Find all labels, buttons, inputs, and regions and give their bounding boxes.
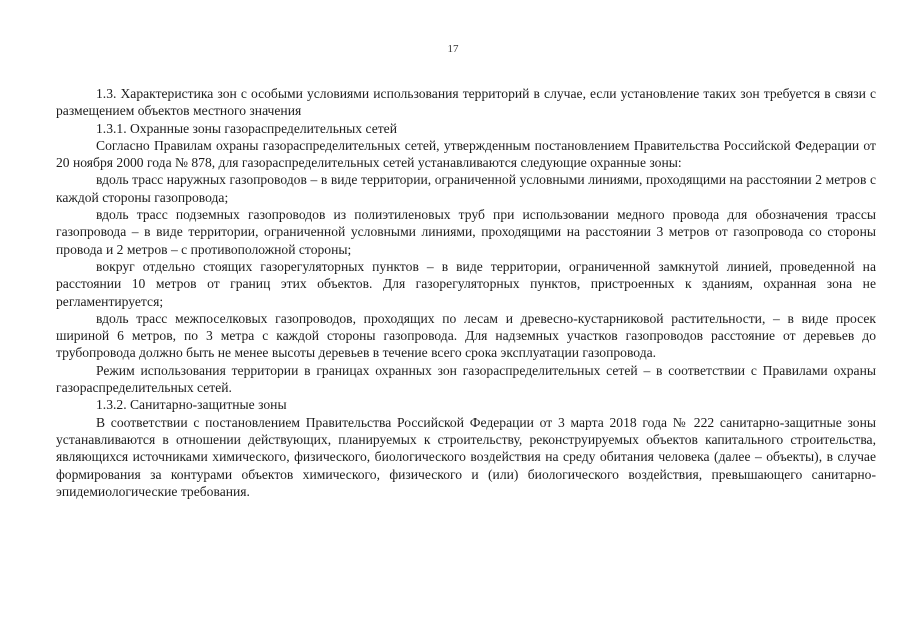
document-body: [56, 85, 876, 500]
paragraph-underground-pipelines: вдоль трасс подземных газопроводов из полиэтиленовых труб при использовании медного провода для обозначения трассы газопровода – в виде территории, ограниченной условными линиями, проходящими на расстоянии 3 метров от газопровода со стороны провода и 2 метров – с противоположной стороны;: [56, 207, 876, 257]
subsection-heading-1-3-2: 1.3.2. Санитарно-защитные зоны: [96, 397, 287, 413]
subsection-heading-1-3-1: 1.3.1. Охранные зоны газораспределительных сетей: [96, 120, 397, 136]
paragraph-sanitary-zones: В соответствии с постановлением Правительства Российской Федерации от 3 марта 2018 года № 222 санитарно-защитные зоны устанавливаются в отношении действующих, планируемых к строительству, реконструируемых объектов капитального строительства, являющихся источниками химического, физического, биологического воздействия на среду обитания человека (далее – объекты), в случае формирования за контурами объектов химического, физического и (или) биологического воздействия, превышающего санитарно-эпидемиологические требования.: [56, 414, 876, 499]
page-number: 17: [447, 43, 459, 55]
paragraph-usage-regime: Режим использования территории в границах охранных зон газораспределительных сетей – в соответствии с Правилами охраны газораспределительных сетей.: [56, 362, 876, 396]
paragraph-intersettlement-pipelines: вдоль трасс межпоселковых газопроводов, проходящих по лесам и древесно-кустарниковой растительности, – в виде просек шириной 6 метров, по 3 метра с каждой стороны газопровода. Для надземных участков газопроводов расстояние от деревьев до трубопровода должно быть не менее высоты деревьев в течение всего срока эксплуатации газопровода.: [56, 310, 876, 361]
paragraph-rules-intro: Согласно Правилам охраны газораспределительных сетей, утвержденным постановлением Правительства Российской Федерации от 20 ноября 2000 года № 878, для газораспределительных сетей устанавливаются следующие охранные зоны:: [56, 137, 876, 171]
paragraph-gas-regulator-points: вокруг отдельно стоящих газорегуляторных пунктов – в виде территории, ограниченной замкнутой линией, проведенной на расстоянии 10 метров от границ этих объектов. Для газорегуляторных пунктов, пристроенных к зданиям, охранная зона не регламентируется;: [56, 258, 876, 309]
paragraph-external-pipelines: вдоль трасс наружных газопроводов – в виде территории, ограниченной условными линиями, проходящими на расстоянии 2 метров с каждой стороны газопровода;: [56, 172, 876, 205]
section-heading-1-3: 1.3. Характеристика зон с особыми условиями использования территорий в случае, если установление таких зон требуется в связи с размещением объектов местного значения: [56, 86, 876, 119]
